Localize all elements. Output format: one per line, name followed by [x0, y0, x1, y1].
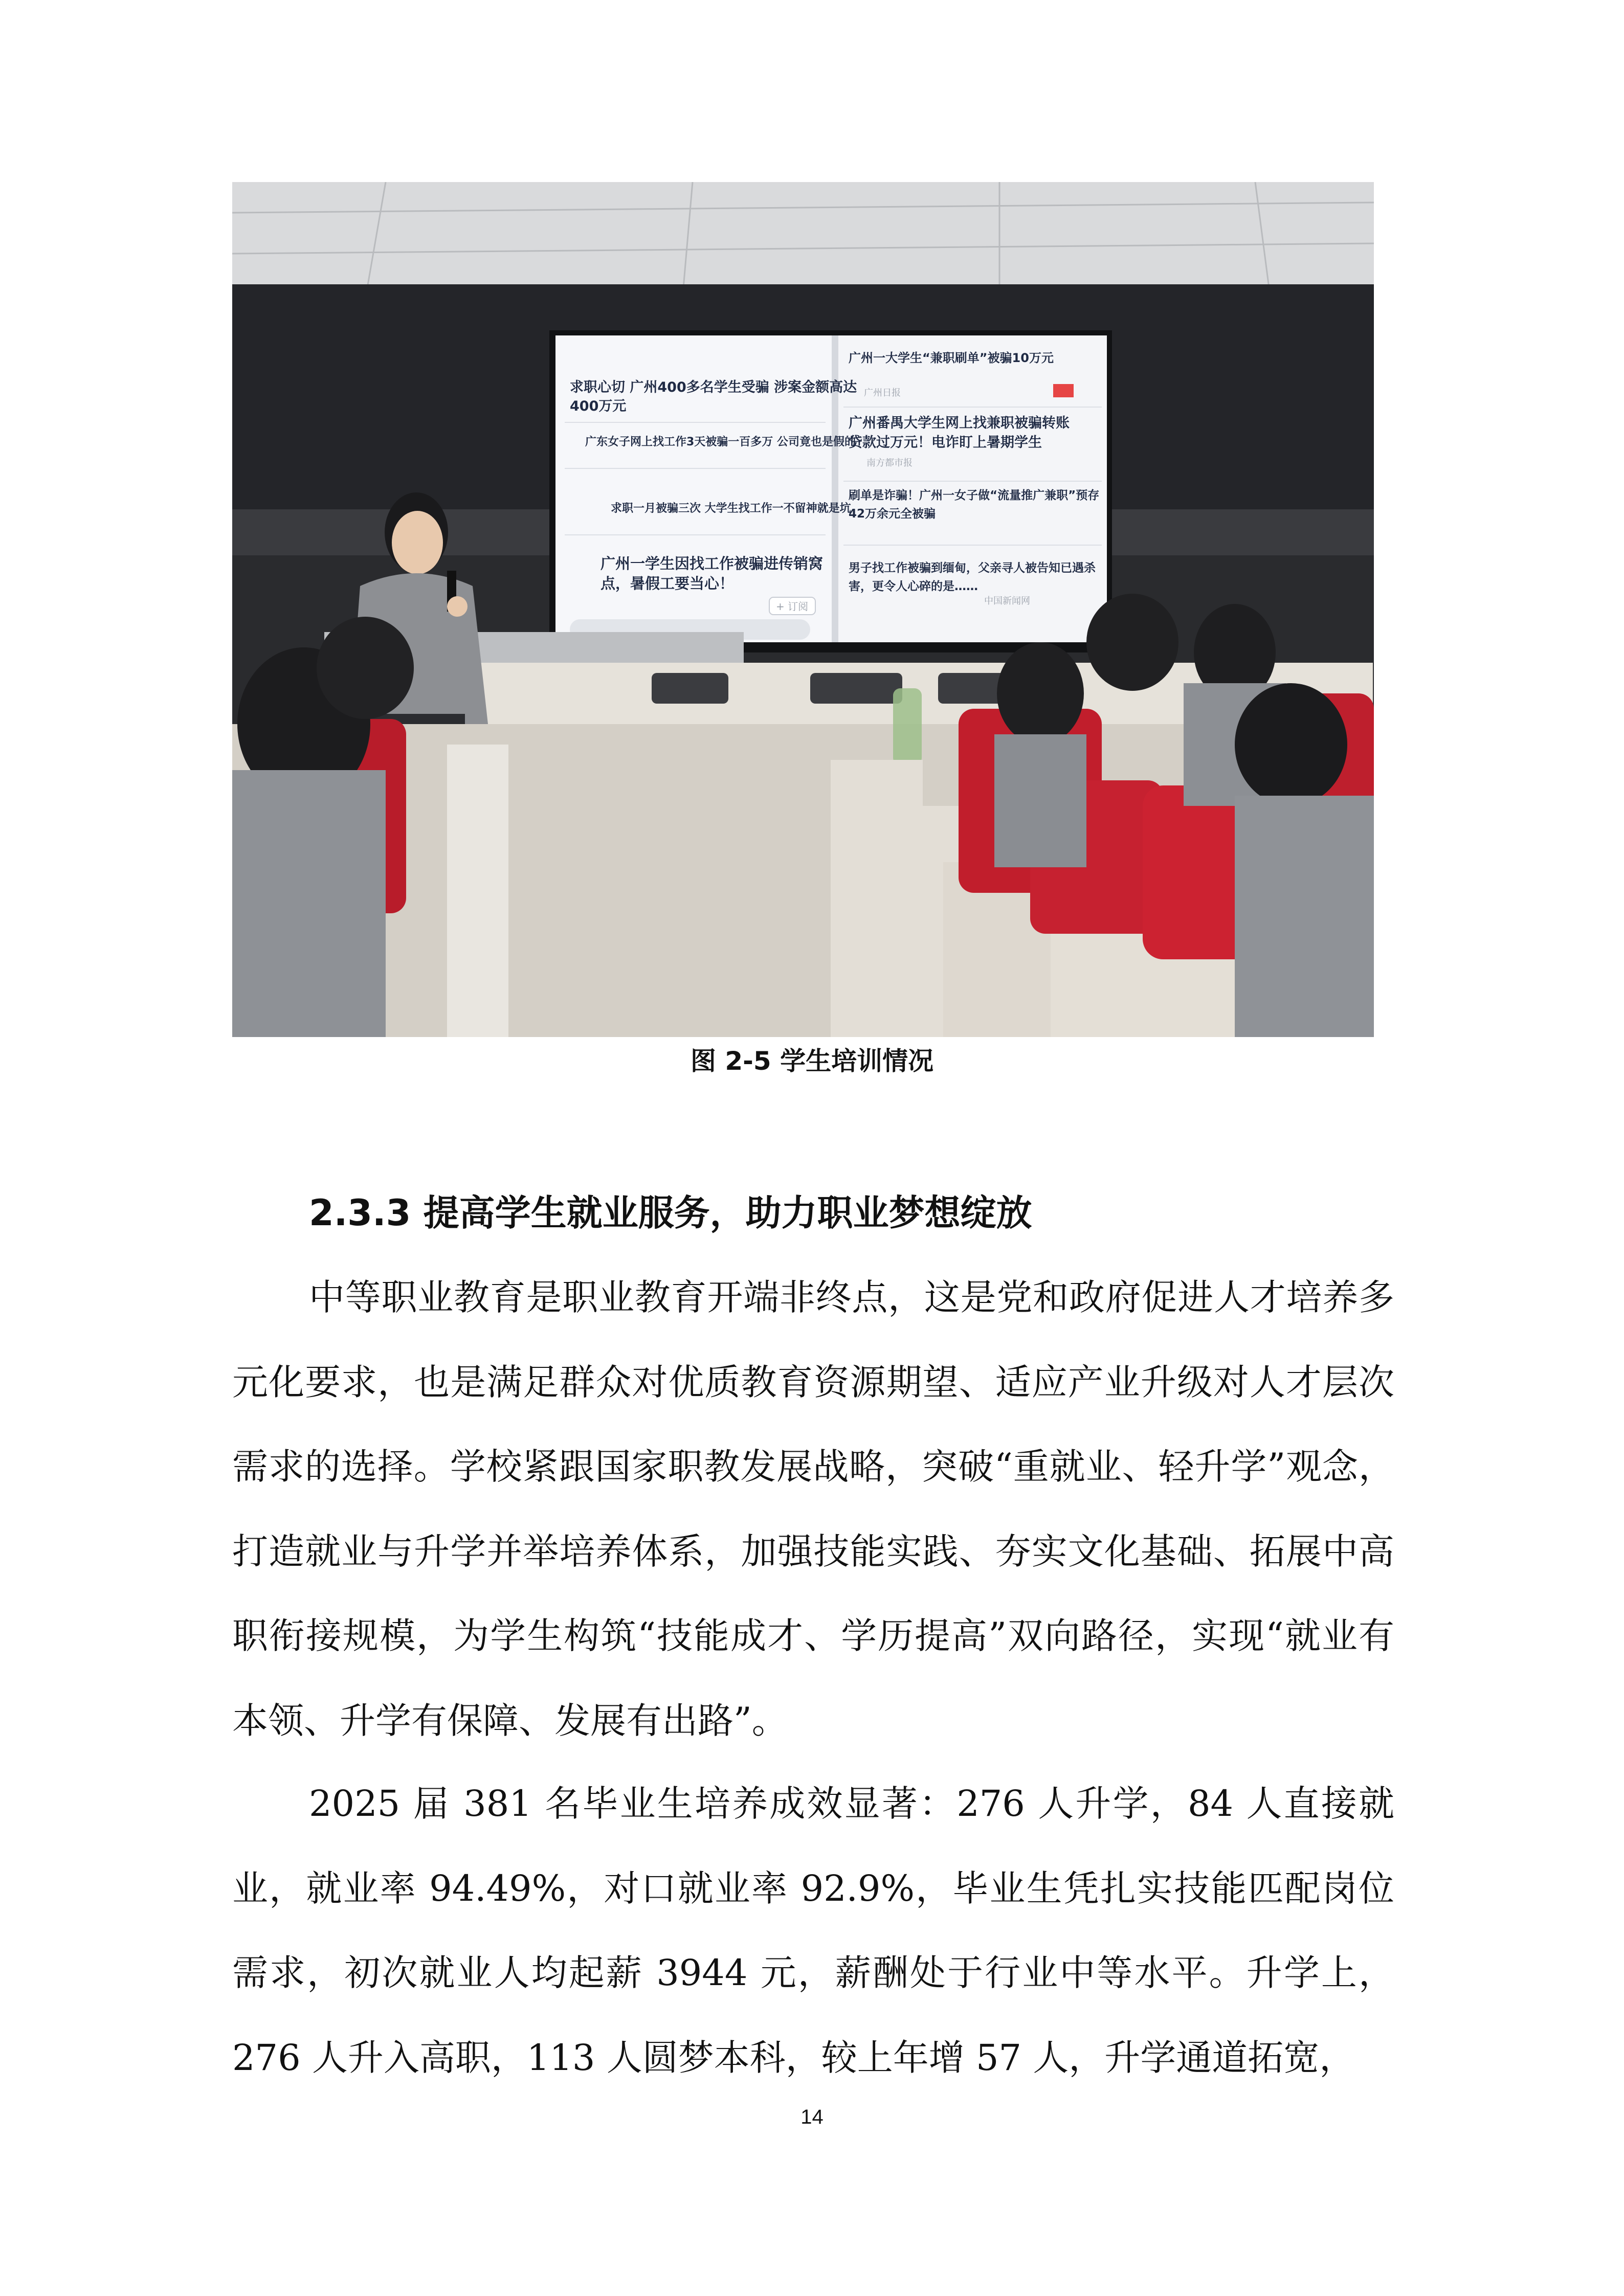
- slide-headline: 点，暑假工要当心！: [600, 575, 735, 592]
- slide-headline: 男子找工作被骗到缅甸，父亲寻人被告知已遇杀: [849, 561, 1096, 575]
- section-heading: 2.3.3 提高学生就业服务，助力职业梦想绽放: [309, 1192, 1032, 1234]
- slide-headline: 刷单是诈骗！广州一女子做“流量推广兼职”预存: [849, 489, 1100, 502]
- body-paragraph: 2025 届 381 名毕业生培养成效显著：276 人升学，84 人直接就业，就业率 94.49%，对口就业率 92.9%，毕业生凭扎实技能匹配岗位需求，初次就业人均起薪 3944 元，薪酬处于行业中等水平。升学上，276 人升入高职，113 人圆梦本科，较上年增 57 人，升学通道拓宽，: [232, 1783, 1394, 2079]
- slide-headline: 贷款过万元！电诈盯上暑期学生: [849, 435, 1042, 451]
- slide-headline: 42万余元全被骗: [849, 507, 936, 521]
- slide-headline: 求职心切 广州400多名学生受骗 涉案金额高达: [570, 379, 857, 395]
- source-label: 南方都市报: [866, 458, 913, 468]
- source-label: 广州日报: [864, 388, 901, 398]
- training-photo: [232, 182, 1374, 1037]
- slide-headline: 求职一月被骗三次 大学生找工作一不留神就是坑: [611, 502, 851, 515]
- slide-headline: 广州番禺大学生网上找兼职被骗转账: [849, 415, 1070, 431]
- slide-headline: 广州一大学生“兼职刷单”被骗10万元: [849, 351, 1054, 365]
- source-label: 中国新闻网: [984, 596, 1030, 606]
- slide-headline: 广东女子网上找工作3天被骗一百多万 公司竟也是假的: [585, 436, 856, 448]
- slide-headline: 害，更令人心碎的是……: [849, 580, 978, 593]
- follow-label: + 订阅: [776, 600, 809, 613]
- slide-headline: 400万元: [570, 398, 627, 414]
- figure-caption: 图 2-5 学生培训情况: [690, 1046, 934, 1076]
- body-paragraph: 中等职业教育是职业教育开端非终点，这是党和政府促进人才培养多元化要求，也是满足群众对优质教育资源期望、适应产业升级对人才层次需求的选择。学校紧跟国家职教发展战略，突破“重就业、轻升学”观念，打造就业与升学并举培养体系，加强技能实践、夯实文化基础、拓展中高职衔接规模，为学生构筑“技能成才、学历提高”双向路径，实现“就业有本领、升学有保障、发展有出路”。: [232, 1276, 1394, 1742]
- classroom-scene: [232, 182, 1374, 1037]
- slide-headline: 广州一学生因找工作被骗进传销窝: [600, 555, 824, 572]
- page-number: 14: [800, 2106, 824, 2128]
